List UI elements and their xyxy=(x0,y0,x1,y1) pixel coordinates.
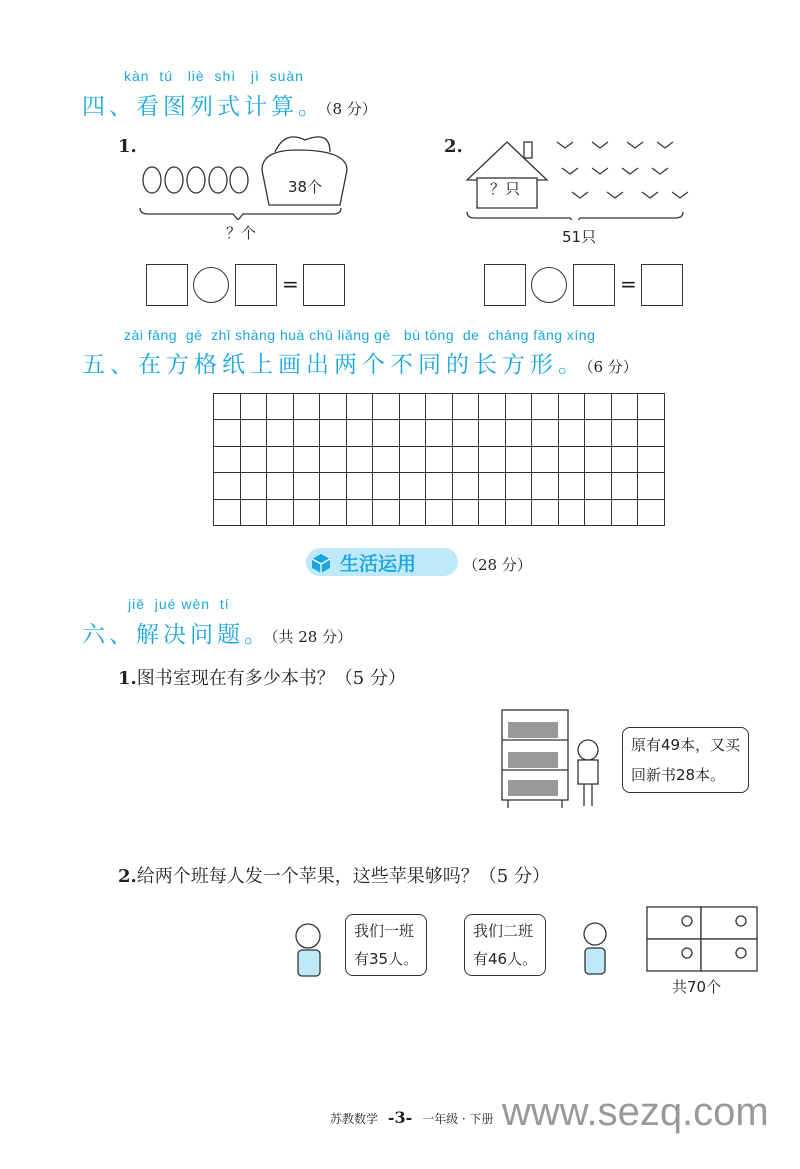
grid-cell[interactable] xyxy=(294,447,321,473)
grid-cell[interactable] xyxy=(479,420,506,446)
grid-cell[interactable] xyxy=(320,500,347,526)
section4-points: （8 分） xyxy=(325,100,377,118)
grid-cell[interactable] xyxy=(214,420,241,446)
grid-cell[interactable] xyxy=(320,394,347,420)
grid-cell[interactable] xyxy=(400,394,427,420)
q6-1-number: 1. xyxy=(118,668,137,689)
grid-cell[interactable] xyxy=(453,420,480,446)
grid-cell[interactable] xyxy=(214,394,241,420)
grid-cell[interactable] xyxy=(559,447,586,473)
grid-cell[interactable] xyxy=(585,473,612,499)
grid-cell[interactable] xyxy=(612,394,639,420)
grid-cell[interactable] xyxy=(294,500,321,526)
answer-box[interactable] xyxy=(235,264,277,306)
grid-cell[interactable] xyxy=(506,394,533,420)
q1-number: 1. xyxy=(118,136,137,157)
answer-box[interactable] xyxy=(641,264,683,306)
grid-cell[interactable] xyxy=(506,473,533,499)
grid-cell[interactable] xyxy=(241,473,268,499)
section6-title xyxy=(82,616,352,649)
section4-title-text: 四、看图列式计算。 xyxy=(82,94,325,120)
apple-boxes-illustration xyxy=(645,903,760,975)
grid-cell[interactable] xyxy=(559,473,586,499)
section6-pinyin: jiě jué wèn tí xyxy=(128,596,230,612)
section5-pinyin: zài fāng gé zhǐ shàng huà chū liǎng gè bù tóng de cháng fāng xíng xyxy=(124,327,596,343)
grid-cell[interactable] xyxy=(506,447,533,473)
grid-cell[interactable] xyxy=(241,500,268,526)
grid-cell[interactable] xyxy=(532,420,559,446)
grid-cell[interactable] xyxy=(347,447,374,473)
grid-cell[interactable] xyxy=(347,500,374,526)
section6-title-text: 六、解决问题。 xyxy=(82,622,271,648)
grid-cell[interactable] xyxy=(320,473,347,499)
grid-cell[interactable] xyxy=(506,420,533,446)
grid-cell[interactable] xyxy=(479,473,506,499)
section6-points: （共 28 分） xyxy=(271,628,353,646)
grid-cell[interactable] xyxy=(479,394,506,420)
grid-cell[interactable] xyxy=(241,394,268,420)
grid-cell[interactable] xyxy=(479,447,506,473)
footer xyxy=(330,1108,494,1127)
grid-cell[interactable] xyxy=(241,420,268,446)
section5-title xyxy=(82,346,638,379)
grid-cell[interactable] xyxy=(400,473,427,499)
speech-bubble xyxy=(622,727,749,793)
q6-1 xyxy=(118,664,406,690)
grid-cell[interactable] xyxy=(400,500,427,526)
bubble-line: 有35人。 xyxy=(354,950,419,968)
house-birds-illustration xyxy=(462,130,697,220)
grid-cell[interactable] xyxy=(214,447,241,473)
grid-cell[interactable] xyxy=(559,420,586,446)
section5-title-text: 五、在方格纸上画出两个不同的长方形。 xyxy=(82,352,586,378)
grid-cell[interactable] xyxy=(638,394,665,420)
speech-bubble xyxy=(464,914,546,976)
grid-cell[interactable] xyxy=(347,420,374,446)
grid-cell[interactable] xyxy=(532,394,559,420)
section-banner xyxy=(306,548,458,576)
grid-cell[interactable] xyxy=(612,420,639,446)
speech-bubble xyxy=(345,914,427,976)
grid-cell[interactable] xyxy=(320,420,347,446)
banner-points: （28 分） xyxy=(463,556,532,574)
answer-box[interactable] xyxy=(303,264,345,306)
footer-grade: 一年级 · 下册 xyxy=(422,1112,494,1126)
grid-cell[interactable] xyxy=(453,447,480,473)
grid-cell[interactable] xyxy=(400,447,427,473)
q6-1-text: 图书室现在有多少本书？（5 分） xyxy=(136,668,406,689)
grid-cell[interactable] xyxy=(267,420,294,446)
basket-label: 38个 xyxy=(288,178,323,196)
grid-cell[interactable] xyxy=(267,500,294,526)
grid-cell[interactable] xyxy=(585,394,612,420)
grid-cell[interactable] xyxy=(638,500,665,526)
section4-pinyin: kàn tú liè shì jì suàn xyxy=(124,68,304,84)
grid-cell[interactable] xyxy=(320,447,347,473)
grid-cell[interactable] xyxy=(612,473,639,499)
section4-title xyxy=(82,88,377,121)
boy-illustration xyxy=(280,920,340,985)
answer-box[interactable] xyxy=(484,264,526,306)
bubble-line: 我们一班 xyxy=(354,922,415,940)
section5-points: （6 分） xyxy=(586,358,638,376)
grid-cell[interactable] xyxy=(426,394,453,420)
grid-cell[interactable] xyxy=(214,473,241,499)
grid-cell[interactable] xyxy=(373,500,400,526)
grid-cell[interactable] xyxy=(294,473,321,499)
grid-cell[interactable] xyxy=(214,500,241,526)
grid-cell[interactable] xyxy=(612,500,639,526)
grid-cell[interactable] xyxy=(426,447,453,473)
q1-total-label: ？个 xyxy=(226,224,257,242)
grid-cell[interactable] xyxy=(373,394,400,420)
grid-cell[interactable] xyxy=(612,447,639,473)
grid-cell[interactable] xyxy=(267,447,294,473)
operator-circle[interactable] xyxy=(193,267,229,303)
grid-cell[interactable] xyxy=(426,500,453,526)
q2-number: 2. xyxy=(444,136,463,157)
grid-cell[interactable] xyxy=(294,394,321,420)
answer-box[interactable] xyxy=(146,264,188,306)
boxes-label: 共70个 xyxy=(672,978,722,996)
bubble-line: 原有49本，又买 xyxy=(631,736,741,754)
answer-box[interactable] xyxy=(573,264,615,306)
grid-cell[interactable] xyxy=(453,473,480,499)
grid-cell[interactable] xyxy=(426,420,453,446)
bubble-line: 我们二班 xyxy=(473,922,534,940)
girl-illustration xyxy=(570,918,620,980)
grid-cell[interactable] xyxy=(347,473,374,499)
grid-cell[interactable] xyxy=(638,420,665,446)
eggplants-basket-illustration xyxy=(135,130,365,220)
q6-2 xyxy=(118,862,550,888)
grid-cell[interactable] xyxy=(559,500,586,526)
grid-cell[interactable] xyxy=(559,394,586,420)
page-number: -3- xyxy=(387,1108,413,1127)
grid-cell[interactable] xyxy=(585,500,612,526)
cube-icon xyxy=(310,552,332,574)
grid-cell[interactable] xyxy=(638,473,665,499)
grid-cell[interactable] xyxy=(532,447,559,473)
grid-cell[interactable] xyxy=(241,447,268,473)
q6-2-number: 2. xyxy=(118,866,137,887)
grid-cell[interactable] xyxy=(294,420,321,446)
square-grid-paper[interactable] xyxy=(213,393,665,526)
grid-cell[interactable] xyxy=(267,394,294,420)
grid-cell[interactable] xyxy=(373,473,400,499)
q2-total-label: 51只 xyxy=(562,228,597,246)
operator-circle[interactable] xyxy=(531,267,567,303)
watermark: www.sezq.com xyxy=(502,1090,769,1134)
grid-cell[interactable] xyxy=(532,473,559,499)
bubble-line: 回新书28本。 xyxy=(631,766,726,784)
grid-cell[interactable] xyxy=(267,473,294,499)
footer-book: 苏教数学 xyxy=(330,1112,379,1126)
grid-cell[interactable] xyxy=(585,420,612,446)
grid-cell[interactable] xyxy=(426,473,453,499)
bookshelf-boy-illustration xyxy=(498,708,618,813)
grid-cell[interactable] xyxy=(532,500,559,526)
grid-cell[interactable] xyxy=(638,447,665,473)
banner-label: 生活运用 xyxy=(340,553,417,575)
equals-sign: = xyxy=(620,272,637,296)
grid-cell[interactable] xyxy=(453,394,480,420)
grid-cell[interactable] xyxy=(373,420,400,446)
grid-cell[interactable] xyxy=(347,394,374,420)
q6-2-text: 给两个班每人发一个苹果，这些苹果够吗？（5 分） xyxy=(136,866,550,887)
grid-cell[interactable] xyxy=(400,420,427,446)
bubble-line: 有46人。 xyxy=(473,950,538,968)
grid-cell[interactable] xyxy=(506,500,533,526)
grid-cell[interactable] xyxy=(453,500,480,526)
grid-cell[interactable] xyxy=(479,500,506,526)
grid-cell[interactable] xyxy=(585,447,612,473)
house-label: ？只 xyxy=(490,180,521,198)
grid-cell[interactable] xyxy=(373,447,400,473)
equals-sign: = xyxy=(282,272,299,296)
